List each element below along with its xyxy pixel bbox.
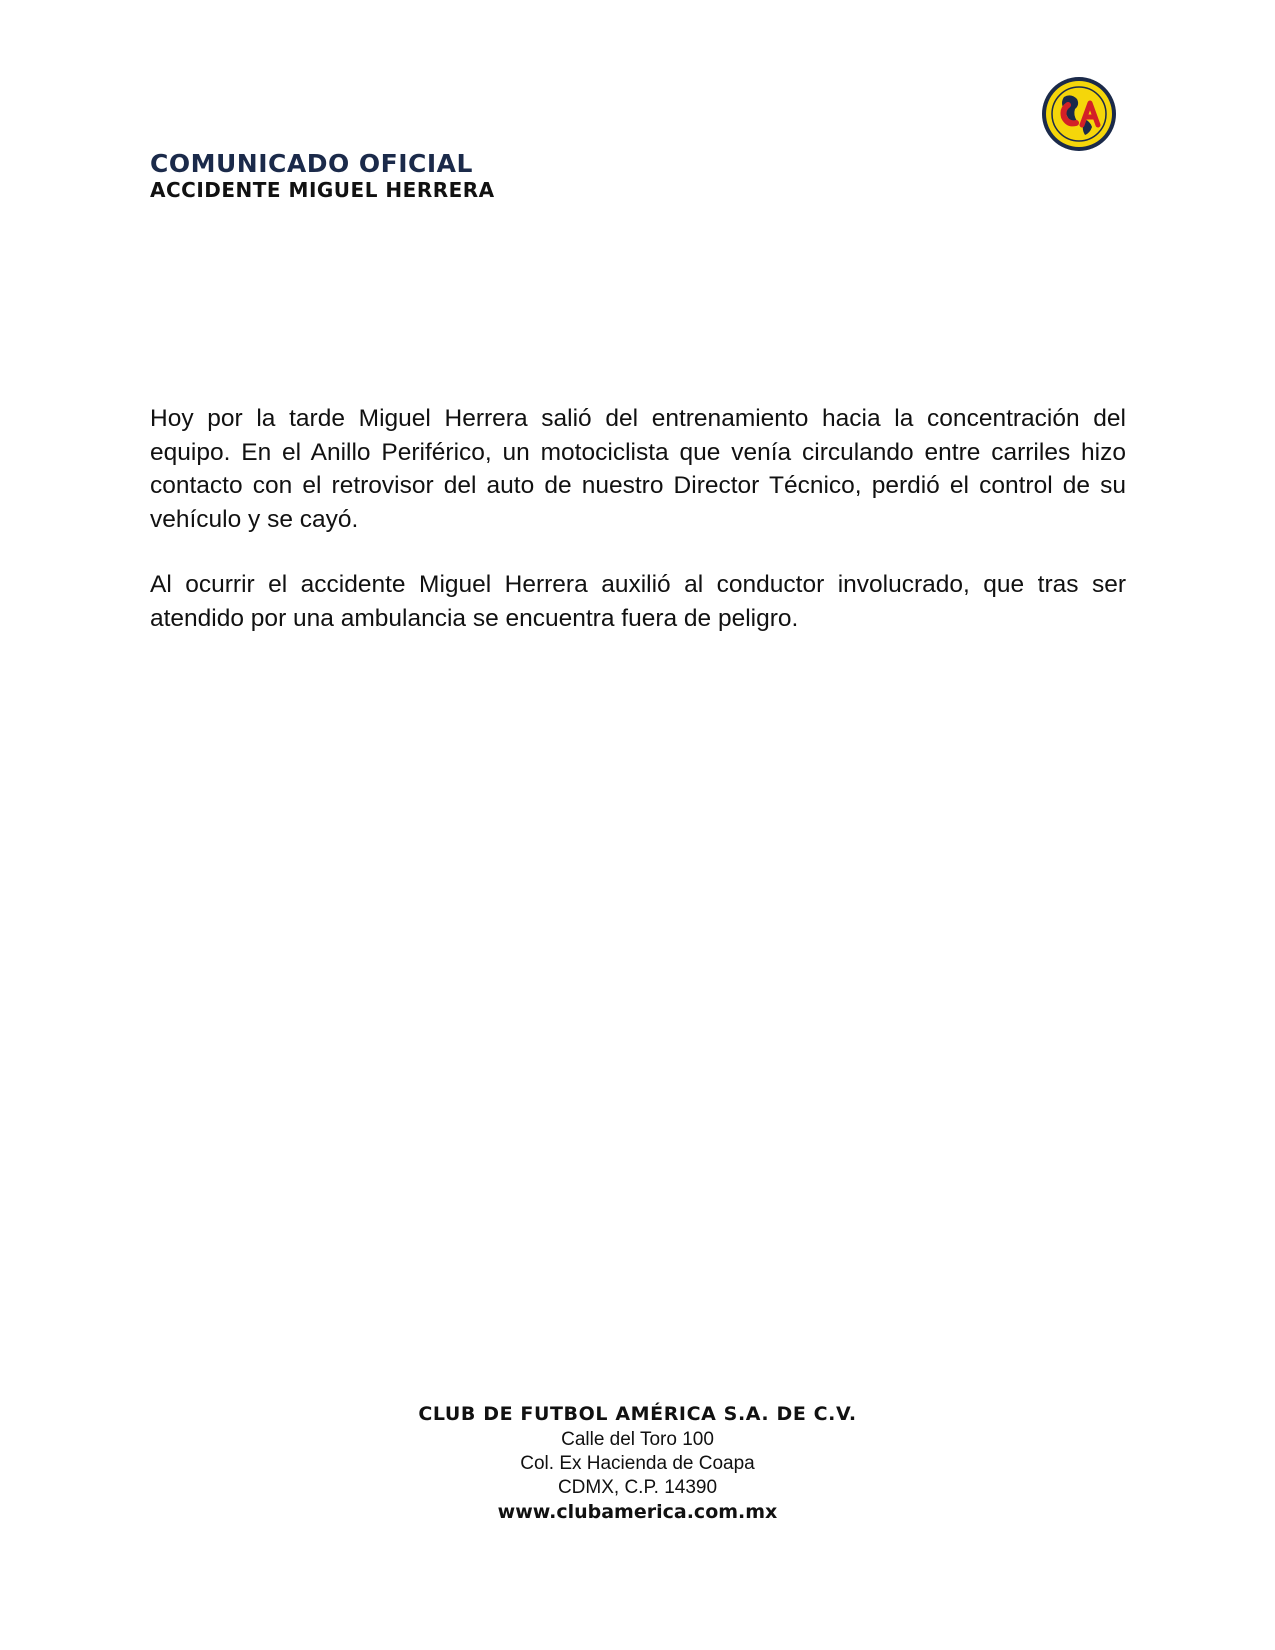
document-title: COMUNICADO OFICIAL (150, 149, 473, 178)
footer-address-line: Calle del Toro 100 (561, 1429, 714, 1450)
document-footer (0, 1402, 1275, 1524)
document-header (150, 150, 495, 202)
club-america-crest-icon (1040, 75, 1118, 153)
club-crest-logo (1040, 75, 1118, 153)
footer-address-line: Col. Ex Hacienda de Coapa (520, 1453, 755, 1474)
body-paragraph: Al ocurrir el accidente Miguel Herrera auxilió al conductor involucrado, que tras ser atendido por una ambulancia se encuentra fuera de peligro. (150, 571, 1126, 632)
document-subtitle: ACCIDENTE MIGUEL HERRERA (150, 178, 495, 202)
document-body (150, 402, 1126, 667)
footer-address-line: CDMX, C.P. 14390 (557, 1477, 718, 1498)
footer-website: www.clubamerica.com.mx (497, 1501, 778, 1523)
footer-company-name: CLUB DE FUTBOL AMÉRICA S.A. DE C.V. (418, 1403, 857, 1425)
body-paragraph: Hoy por la tarde Miguel Herrera salió del entrenamiento hacia la concentración del equipo. En el Anillo Periférico, un motociclista que venía circulando entre carriles hizo contacto con el retrovisor del auto de nuestro Director Técnico, perdió el control de su vehículo y se cayó. (150, 405, 1126, 533)
